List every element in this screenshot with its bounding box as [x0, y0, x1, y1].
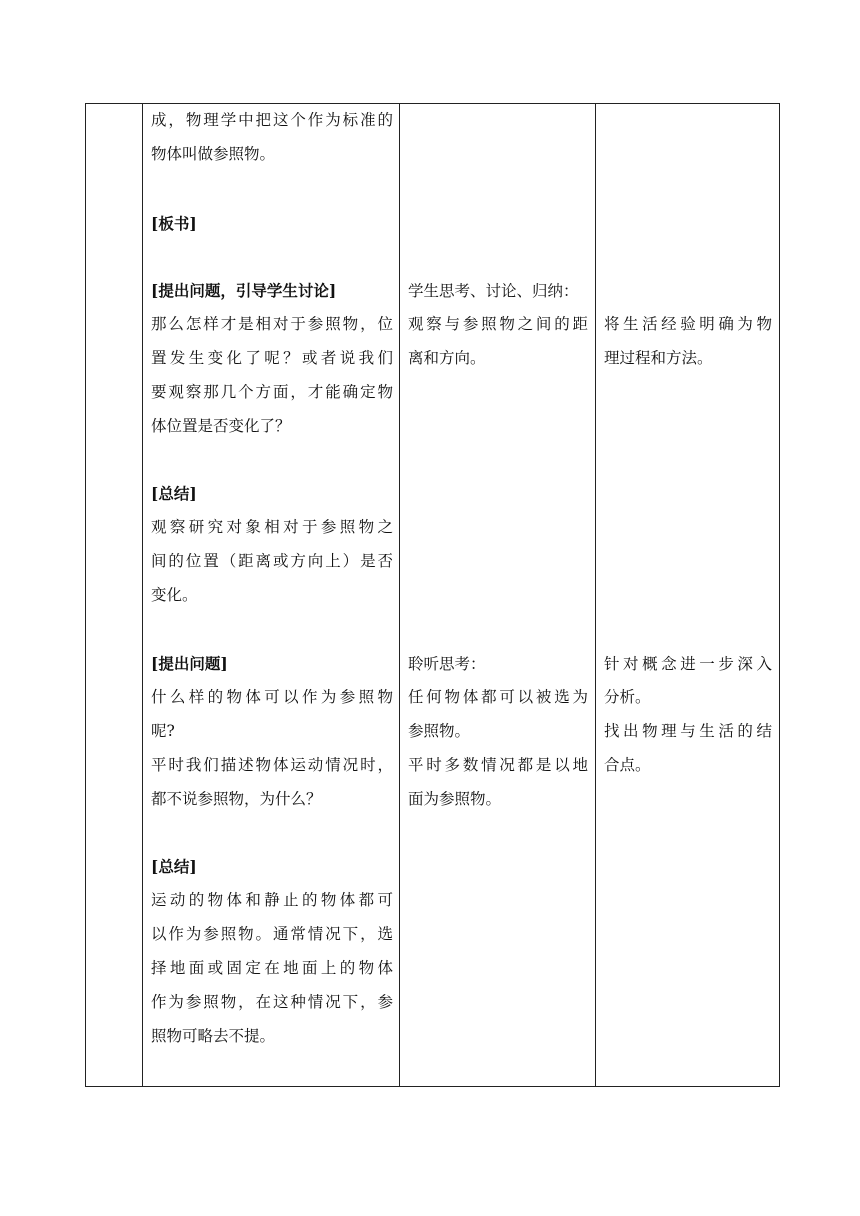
text-line: 择地面或固定在地面上的物体	[151, 959, 393, 977]
text-line: 运动的物体和静止的物体都可	[151, 891, 393, 909]
text-line: 合点。	[604, 756, 651, 774]
text-line: 观察与参照物之间的距	[408, 315, 588, 333]
text-line: 观察研究对象相对于参照物之	[151, 518, 393, 536]
text-line: 参照物。	[408, 722, 471, 740]
section-heading: [总结]	[151, 484, 197, 503]
text-line: 离和方向。	[408, 349, 486, 367]
section-heading: [板书]	[151, 214, 197, 233]
teacher-activity-cell	[143, 104, 400, 1087]
text-line: 学生思考、讨论、归纳：	[408, 282, 579, 300]
text-line: 将生活经验明确为物	[604, 315, 772, 333]
stage-column-cell	[86, 104, 143, 1087]
text-line: 照物可略去不提。	[151, 1027, 276, 1045]
text-line: 作为参照物，在这种情况下，参	[151, 993, 393, 1011]
text-line: 置发生变化了呢？或者说我们	[151, 349, 393, 367]
text-line: 物体叫做参照物。	[151, 145, 276, 163]
text-line: 分析。	[604, 688, 651, 706]
text-line: 间的位置（距离或方向上）是否	[151, 552, 393, 570]
text-line: 体位置是否变化了？	[151, 417, 291, 435]
text-line: 那么怎样才是相对于参照物，位	[151, 315, 393, 333]
text-line: 成，物理学中把这个作为标准的	[151, 111, 393, 129]
text-line: 找出物理与生活的结	[604, 722, 772, 740]
text-line: 面为参照物。	[408, 790, 502, 808]
text-line: 要观察那几个方面，才能确定物	[151, 383, 393, 401]
section-heading: [总结]	[151, 857, 197, 876]
text-line: 都不说参照物，为什么？	[151, 790, 322, 808]
student-activity-cell	[400, 104, 596, 1087]
text-line: 针对概念进一步深入	[604, 655, 772, 673]
text-line: 理过程和方法。	[604, 349, 713, 367]
text-line: 以作为参照物。通常情况下，选	[151, 925, 393, 943]
lesson-plan-table	[85, 103, 780, 1087]
section-heading: [提出问题]	[151, 654, 228, 673]
text-line: 任何物体都可以被选为	[408, 688, 588, 706]
text-line: 聆听思考：	[408, 655, 486, 673]
text-line: 变化。	[151, 586, 198, 604]
section-heading: [提出问题，引导学生讨论]	[151, 281, 337, 300]
text-line: 呢?	[151, 722, 175, 740]
text-line: 平时多数情况都是以地	[408, 756, 588, 774]
text-line: 平时我们描述物体运动情况时，	[151, 756, 393, 774]
table-row	[86, 104, 780, 1087]
text-line: 什么样的物体可以作为参照物	[151, 688, 393, 706]
design-intent-cell	[596, 104, 780, 1087]
